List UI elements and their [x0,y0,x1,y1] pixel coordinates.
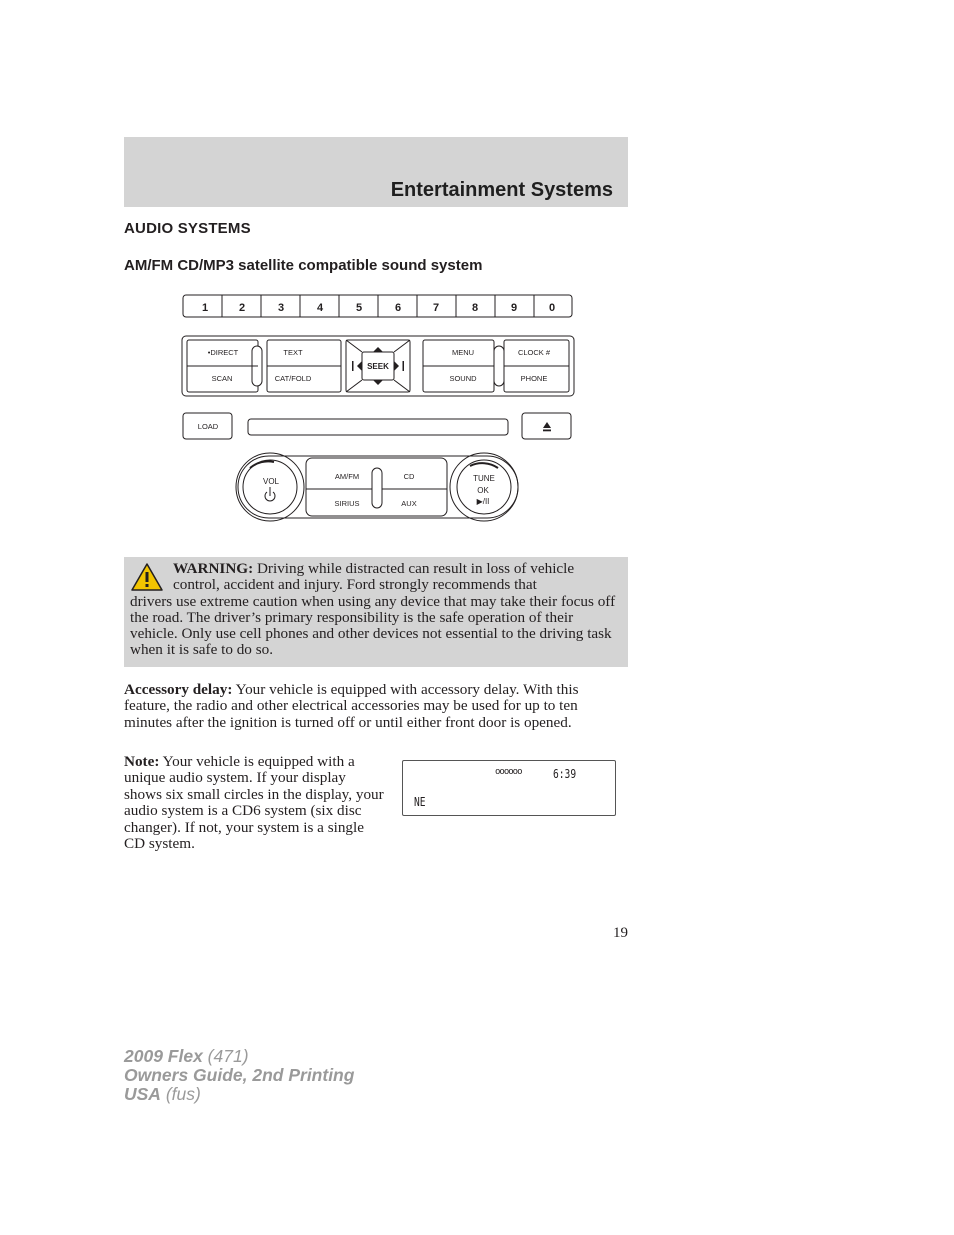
warning-box [124,557,628,667]
note-label: Note: [124,753,160,770]
tune-label: TUNE [473,474,495,483]
amfm-label: AM/FM [334,472,360,481]
display-time: 6:39 [553,767,577,781]
aux-label: AUX [401,499,417,508]
preset-0: 0 [548,302,556,314]
radio-display-illustration [402,760,616,816]
page-number: 19 [613,925,628,941]
accessory-delay-label: Accessory delay: [124,681,233,698]
preset-6: 6 [394,302,402,314]
clock-label: CLOCK # [517,348,551,357]
warning-label: WARNING: [173,560,254,577]
sirius-label: SIRIUS [334,499,360,508]
preset-8: 8 [471,302,479,314]
header-band [124,137,628,207]
subsection-title: AM/FM CD/MP3 satellite compatible sound system [124,257,483,274]
ok-label: OK [477,486,489,495]
text-label: TEXT [283,348,303,357]
section-title: AUDIO SYSTEMS [124,220,251,237]
warning-text-first: Driving while distracted can result in loss of vehicle control, accident and injury. Ford strongly recommends that [173,560,575,594]
preset-7: 7 [432,302,440,314]
preset-5: 5 [355,302,363,314]
menu-label: MENU [451,348,475,357]
preset-4: 4 [316,302,324,314]
footer-code: (471) [202,1046,249,1066]
warning-text [130,561,622,659]
warning-text-rest: drivers use extreme caution when using any device that may take their focus off the road. The driver’s primary responsibility is the safe operation of their vehicle. Only use cell phones and other devices not essential to the driving task when it is safe to do so. [130,592,616,659]
sound-label: SOUND [449,374,477,383]
display-compass: NE [414,795,426,809]
chapter-title: Entertainment Systems [390,179,613,201]
accessory-delay-text: Your vehicle is equipped with accessory delay. With this feature, the radio and other electrical accessories may be used for up to ten minutes after the ignition is turned off or until either front door is opened. [124,681,579,731]
direct-label: •DIRECT [207,348,239,357]
vol-label: VOL [262,477,280,486]
footer-edition: Owners Guide, 2nd Printing [124,1065,355,1085]
scan-label: SCAN [211,374,233,383]
preset-3: 3 [277,302,285,314]
radio-faceplate-diagram [178,290,578,530]
footer-market: USA [124,1084,161,1104]
note-text: Your vehicle is equipped with a unique audio system. If your display shows six small circles in the display, your audio system is a CD6 system (six disc changer). If not, your system is a single CD system. [124,753,384,853]
catfold-label: CAT/FOLD [274,374,312,383]
footer-model: 2009 Flex [124,1046,203,1066]
phone-label: PHONE [520,374,548,383]
disc-circles: oooooo [495,767,522,777]
footer-market-code: (fus) [160,1084,201,1104]
cd-label: CD [403,472,415,481]
accessory-delay-paragraph [124,682,624,731]
footer [124,1047,354,1104]
load-label: LOAD [197,422,219,431]
note-paragraph [124,754,386,852]
play-pause-label: ▶/II [476,497,490,506]
preset-1: 1 [201,302,209,314]
seek-label: SEEK [367,362,389,371]
preset-2: 2 [238,302,246,314]
preset-9: 9 [510,302,518,314]
